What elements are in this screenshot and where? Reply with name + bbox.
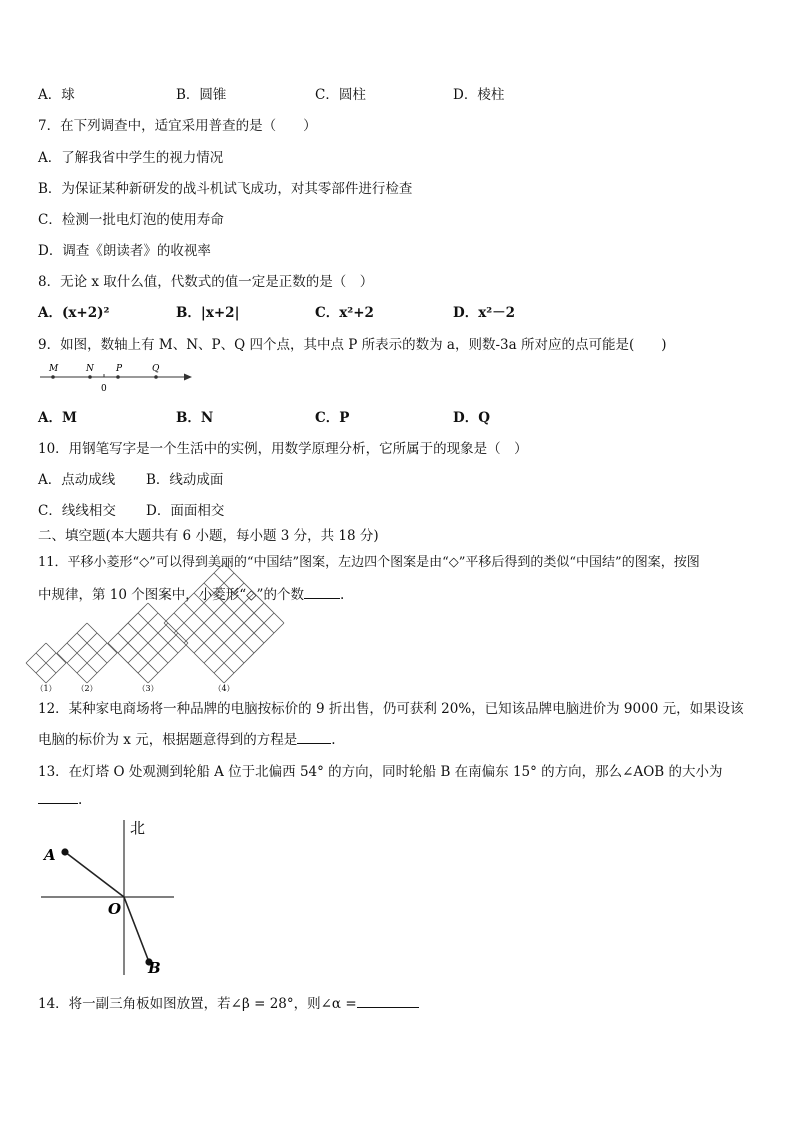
- number-line-figure: [38, 360, 198, 394]
- q9-option-a: A．M: [38, 410, 77, 426]
- q8-stem: 8．无论 x 取什么值，代数式的值一定是正数的是（ ）: [38, 274, 374, 290]
- q13-line2-wrap: [38, 791, 82, 808]
- q10-option-d: D．面面相交: [146, 503, 225, 519]
- q8-option-d: D．x²－2: [453, 305, 516, 321]
- q13-answer-blank[interactable]: [38, 791, 78, 804]
- q12-line2-end: .: [331, 732, 336, 748]
- q6-option-c: C．圆柱: [315, 87, 366, 103]
- q7-option-a: A．了解我省中学生的视力情况: [38, 150, 224, 166]
- q14-answer-blank[interactable]: [357, 995, 419, 1008]
- q13-line1: 13．在灯塔 O 处观测到轮船 A 位于北偏西 54° 的方向，同时轮船 B 在南偏东 15° 的方向，那么∠AOB 的大小为: [38, 764, 723, 780]
- section-heading: 二、填空题(本大题共有 6 小题，每小题 3 分，共 18 分): [38, 528, 379, 544]
- q9-option-b: B．N: [176, 410, 214, 426]
- ray-ob: [124, 897, 149, 962]
- q8-option-c: C．x²+2: [315, 305, 374, 321]
- label-q: Q: [152, 364, 160, 374]
- q10-option-b: B．线动成面: [146, 472, 224, 488]
- label-p: P: [116, 364, 123, 374]
- q14-wrap: [38, 992, 419, 1012]
- label-a: A: [44, 846, 56, 864]
- lattice-label-3: （3）: [137, 684, 159, 693]
- ray-oa: [65, 852, 124, 897]
- lattice-label-1: （1）: [35, 684, 57, 693]
- point-m-dot: [51, 375, 55, 379]
- north-label: 北: [130, 819, 146, 837]
- q10-option-a: A．点动成线: [38, 472, 116, 488]
- label-n: N: [86, 364, 94, 374]
- q7-option-b: B．为保证某种新研发的战斗机试飞成功，对其零部件进行检查: [38, 181, 413, 197]
- point-a-dot: [61, 848, 68, 855]
- q7-option-c: C．检测一批电灯泡的使用寿命: [38, 212, 224, 228]
- q9-stem: 9．如图，数轴上有 M、N、P、Q 四个点，其中点 P 所表示的数为 a，则数-3a 所对应的点可能是( ): [38, 337, 667, 353]
- q10-stem: 10．用钢笔写字是一个生活中的实例，用数学原理分析，它所属于的现象是（ ）: [38, 441, 528, 457]
- label-zero: 0: [101, 384, 107, 394]
- q9-option-d: D．Q: [453, 410, 490, 426]
- label-m: M: [49, 364, 59, 374]
- q7-stem: 7．在下列调查中，适宜采用普查的是（ ）: [38, 118, 317, 134]
- compass-bearing-figure: [36, 815, 186, 980]
- q12-line2-wrap: [38, 728, 336, 748]
- q11-line2: 中规律，第 10 个图案中，小菱形“◇”的个数: [38, 587, 304, 603]
- q6-option-a: A．球: [38, 87, 75, 103]
- label-o: O: [108, 900, 122, 918]
- q6-option-b: B．圆锥: [176, 87, 227, 103]
- lattice-pattern-2: [57, 623, 117, 683]
- lattice-label-4: （4）: [213, 684, 235, 693]
- q6-option-d: D．棱柱: [453, 87, 505, 103]
- label-b: B: [148, 959, 161, 977]
- point-n-dot: [88, 375, 92, 379]
- number-line-arrow: [184, 374, 192, 381]
- lattice-label-2: （2）: [76, 684, 98, 693]
- q12-answer-blank[interactable]: [297, 731, 331, 744]
- lattice-pattern-4: [164, 563, 284, 683]
- q9-option-c: C．P: [315, 410, 350, 426]
- point-p-dot: [116, 375, 120, 379]
- q14-text: 14．将一副三角板如图放置，若∠β = 28°，则∠α =: [38, 996, 357, 1012]
- q11-line1: 11．平移小菱形“◇”可以得到美丽的“中国结”图案，左边四个图案是由“◇”平移后得到的类似“中国结”的图案，按图: [38, 555, 700, 570]
- q8-option-a: A．(x+2)²: [38, 305, 110, 321]
- q12-line2: 电脑的标价为 x 元，根据题意得到的方程是: [38, 732, 298, 748]
- q11-line2-wrap: [38, 583, 344, 603]
- q13-line2-end: .: [78, 792, 83, 808]
- lattice-patterns-figure: [34, 605, 254, 693]
- q7-option-d: D．调查《朗读者》的收视率: [38, 243, 211, 259]
- q11-line2-end: .: [339, 587, 345, 603]
- point-q-dot: [154, 375, 158, 379]
- lattice-pattern-1: [26, 643, 66, 683]
- q10-option-c: C．线线相交: [38, 503, 116, 519]
- q12-line1: 12．某种家电商场将一种品牌的电脑按标价的 9 折出售，仍可获利 20%，已知该品牌电脑进价为 9000 元，如果设该: [38, 701, 744, 717]
- q11-answer-blank[interactable]: [304, 586, 340, 599]
- q8-option-b: B．|x+2|: [176, 305, 240, 321]
